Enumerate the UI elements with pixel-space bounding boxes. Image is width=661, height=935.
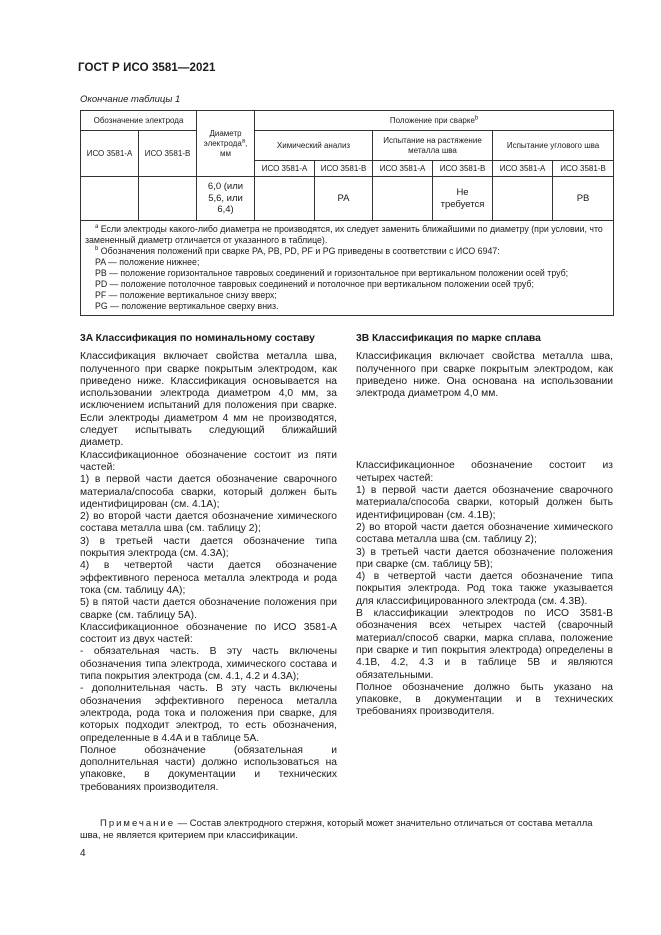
footnote-a: $^а$ Если электроды какого-либо диаметра не производятся, их следует заменить ближайшими по диаметру (при условии, что замененный диаметр отличается от указанного в таблице). xyxy=(85,224,603,245)
footnote-pf: PF — положение вертикальное снизу вверх; xyxy=(95,289,277,300)
note xyxy=(80,818,613,842)
footnote-pd: PD — положение потолочное тавровых соединений и потолочное при вертикальном положении осей труб; xyxy=(95,278,534,289)
paragraph: Классификационное обозначение состоит из четырех частей: xyxy=(356,460,613,484)
left-column xyxy=(80,333,337,794)
data-cell xyxy=(373,177,433,221)
list-item: 5) в пятой части дается обозначение положения при сварке (см. таблицу 5A). xyxy=(80,597,337,621)
sub-iso-b: ИСО 3581-В xyxy=(315,161,373,177)
electrode-table xyxy=(80,110,614,316)
list-item: 4) в четвертой части дается обозначение типа покрытия электрода. Род тока также указывается для классифицированного электрода (см. 4.3B). xyxy=(356,571,613,607)
table-footnotes xyxy=(81,221,614,316)
data-cell-chem-b: PA xyxy=(315,177,373,221)
footnote-pa: PA — положение нижнее; xyxy=(95,256,200,267)
right-column xyxy=(356,333,613,719)
list-item: 3) в третьей части дается обозначение типа покрытия электрода (см. 4.3A); xyxy=(80,535,337,560)
paragraph: Классификационное обозначение состоит из пяти частей: xyxy=(80,449,337,473)
footnote-b: $^b$ Обозначения положений при сварке PA, PB, PD, PF и PG приведены в соответствии с ИСО 6947: xyxy=(95,245,500,256)
list-item: - дополнительная часть. В эту часть включены обозначения эффективного переноса металла электрода, рода тока и положения при сварке, для которых подходит электрод, то есть обозначения, определенные в 4.4A и в таблице 5A. xyxy=(80,683,337,744)
header-position: Положение при сварке$^b$ xyxy=(255,111,614,131)
data-cell-tension-b: Не требуется xyxy=(433,177,493,221)
section-3b-heading: 3B Классификация по марке сплава xyxy=(356,333,541,344)
data-cell-diameter: 6,0 (или 5,6, или 6,4) xyxy=(197,177,255,221)
document-header: ГОСТ Р ИСО 3581—2021 xyxy=(78,62,216,74)
data-cell xyxy=(493,177,553,221)
note-label: Примечание xyxy=(100,818,175,829)
sub-iso-b: ИСО 3581-В xyxy=(433,161,493,177)
list-item: 2) во второй части дается обозначение химического состава металла шва (см. таблицу 2); xyxy=(80,511,337,535)
note-text: — Состав электродного стержня, который может значительно отличаться от состава металла шва, не является критерием при классификации. xyxy=(80,818,593,841)
header-bend-test: Испытание углового шва xyxy=(493,131,614,161)
data-cell xyxy=(255,177,315,221)
data-cell xyxy=(81,177,139,221)
paragraph: В классификации электродов по ИСО 3581-В обозначения всех четырех частей (сварочный материал/способ сварки, марка сплава, положение при сварке и тип покрытия электрода) определены в 4.1B, 4.2, 4.3 и в таблице 5B и являются обязательными. xyxy=(356,608,613,681)
list-item: 1) в первой части дается обозначение сварочного материала/способа сварки, который должен быть идентифицирован (см. 4.1B); xyxy=(356,485,613,521)
data-cell-bend-b: PB xyxy=(553,177,614,221)
paragraph: Классификационное обозначение по ИСО 3581-А состоит из двух частей: xyxy=(80,621,337,646)
list-item: - обязательная часть. В эту часть включены обозначения типа электрода, химического состава и типа покрытия электрода (см. 4.1, 4.2 и 4.3A); xyxy=(80,646,337,683)
paragraph: Классификация включает свойства металла шва, полученного при сварке покрытым электродом, как приведено ниже. Она основана на использовании электрода диаметром 4,0 мм. xyxy=(356,351,613,400)
footnote-pg: PG — положение вертикальное сверху вниз. xyxy=(95,300,279,311)
header-tension-test: Испытание на растяжение металла шва xyxy=(373,131,493,161)
header-diameter: Диаметр электрода$^а$, мм xyxy=(197,111,255,177)
sub-iso-a: ИСО 3581-А xyxy=(373,161,433,177)
sub-iso-a: ИСО 3581-А xyxy=(255,161,315,177)
table-caption: Окончание таблицы 1 xyxy=(80,94,181,105)
section-3a-heading: 3A Классификация по номинальному составу xyxy=(80,333,315,344)
header-electrode-designation: Обозначение электрода xyxy=(81,111,197,131)
list-item: 2) во второй части дается обозначение химического состава металла шва (см. таблицу 2); xyxy=(356,521,613,546)
sub-iso-b: ИСО 3581-В xyxy=(553,161,614,177)
list-item: 1) в первой части дается обозначение сварочного материала/способа сварки, который должен быть идентифицирован (см. 4.1A); xyxy=(80,474,337,510)
paragraph: Полное обозначение (обязательная и дополнительная части) должно использоваться на упаковке, в документации и технических требованиях производителя. xyxy=(80,744,337,793)
header-iso-a: ИСО 3581-А xyxy=(81,131,139,177)
sub-iso-a: ИСО 3581-А xyxy=(493,161,553,177)
header-chem-analysis: Химический анализ xyxy=(255,131,373,161)
list-item: 4) в четвертой части дается обозначение эффективного переноса металла электрода и рода тока (см. таблицу 4A); xyxy=(80,560,337,596)
paragraph: Полное обозначение должно быть указано на упаковке, в документации и в технических требованиях производителя. xyxy=(356,681,613,718)
list-item: 3) в третьей части дается обозначение положения при сварке (см. таблицу 5B); xyxy=(356,546,613,570)
page-number: 4 xyxy=(80,848,86,859)
paragraph: Классификация включает свойства металла шва, полученного при сварке покрытым электродом, как приведено ниже. Классификация основывается на использовании электрода диаметром 4,0 мм, за исключением испытаний для положения при сварке. Если электроды диаметром 4 мм не производятся, следует испытывать следующий ближайший диаметр. xyxy=(80,351,337,449)
footnote-pb: PB — положение горизонтальное тавровых соединений и горизонтальное при вертикальном положении осей труб; xyxy=(95,267,569,278)
header-iso-b: ИСО 3581-В xyxy=(139,131,197,177)
data-cell xyxy=(139,177,197,221)
